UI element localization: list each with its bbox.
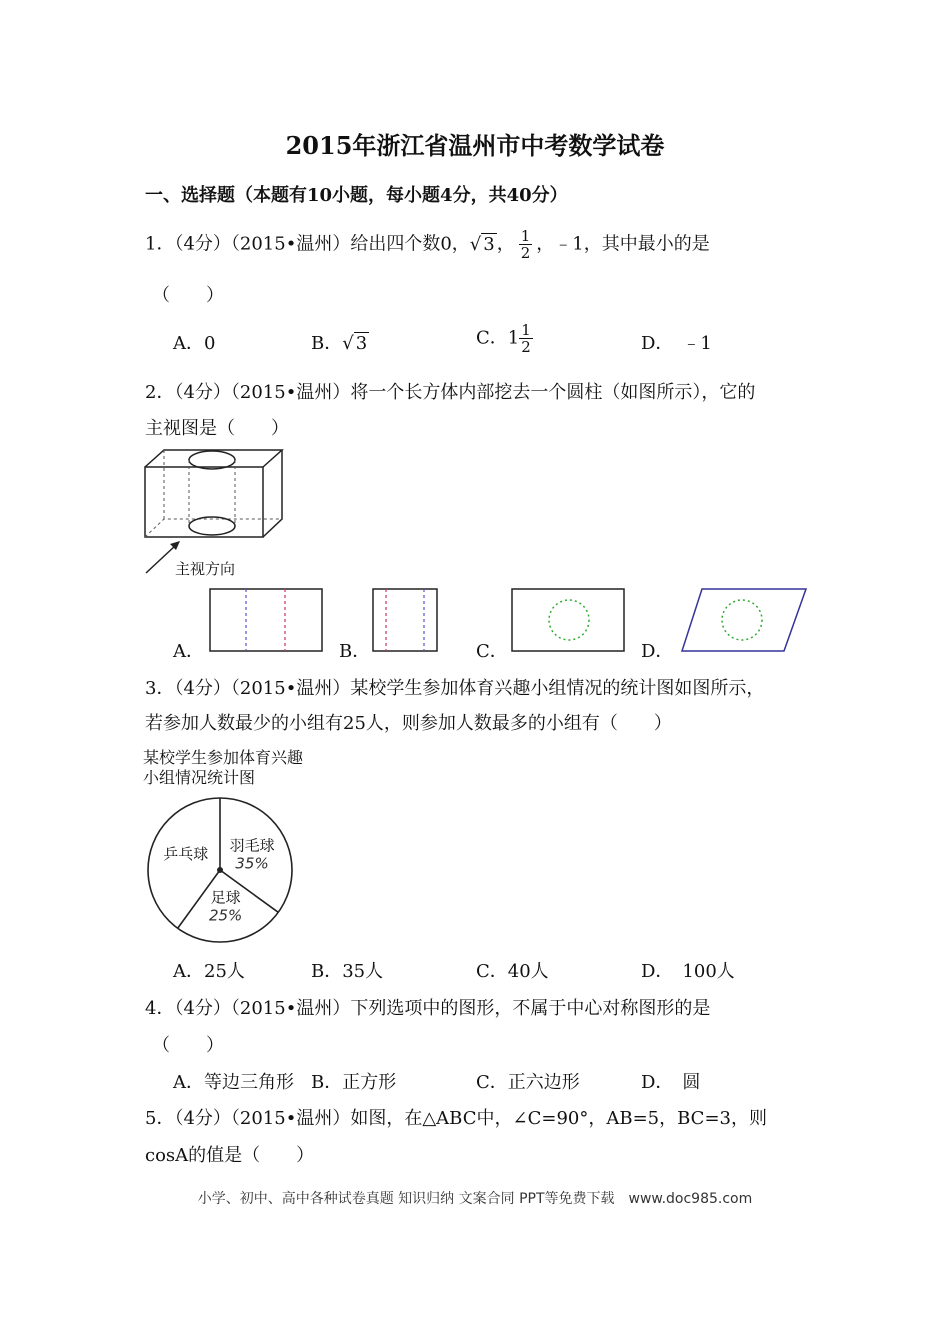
q2-option-c-figure xyxy=(507,585,632,655)
q5-line-1: 5．（4分）（2015•温州）如图，在△ABC中，∠C=90°，AB=5，BC=3，则 xyxy=(145,1108,767,1129)
q1-stem: 1．（4分）（2015•温州）给出四个数0，√ 3 ， $\frac{1}{2}$ ，﹣1，其中最小的是 xyxy=(145,227,710,262)
page-title: 2015年浙江省温州市中考数学试卷 xyxy=(285,131,665,160)
q1-fraction: $\frac{1}{2}$ xyxy=(520,227,531,262)
q2-line-2: 主视图是（ ） xyxy=(145,418,289,439)
q4-option-d: D． 圆 xyxy=(641,1072,701,1093)
direction-label: 主视方向 xyxy=(175,560,236,578)
q5-line-2: cosA的值是（ ） xyxy=(145,1145,315,1166)
pie-slice-percent: 35% xyxy=(235,854,269,873)
chart-title: 某校学生参加体育兴趣 小组情况统计图 xyxy=(143,748,304,787)
q2-option-b-figure xyxy=(368,585,443,655)
direction-arrow xyxy=(146,545,176,573)
q2-line-1: 2．（4分）（2015•温州）将一个长方体内部挖去一个圆柱（如图所示），它的 xyxy=(145,382,756,403)
pie-chart xyxy=(140,790,305,960)
q2-option-c: C． xyxy=(476,641,508,662)
q1-option-a: A．0 xyxy=(173,333,216,354)
q3-option-d: D． 100人 xyxy=(641,961,735,982)
q2-option-b: B． xyxy=(339,641,371,662)
pie-slice-name: 羽毛球 xyxy=(229,836,275,855)
q4-option-b: B．正方形 xyxy=(311,1072,397,1093)
q4-option-a: A．等边三角形 xyxy=(173,1072,294,1093)
q1-paren: （ ） xyxy=(152,285,224,306)
section-heading: 一、选择题（本题有10小题，每小题4分，共40分） xyxy=(145,185,568,206)
q1-option-d: D． ﹣1 xyxy=(641,333,712,354)
footer-ad: 小学、初中、高中各种试卷真题 知识归纳 文案合同 PPT等免费下载 www.doc985.com xyxy=(197,1191,753,1207)
q3-option-b: B．35人 xyxy=(311,961,384,982)
q1-option-b: B．√ 3 xyxy=(311,333,368,354)
q4-line-1: 4．（4分）（2015•温州）下列选项中的图形，不属于中心对称图形的是 xyxy=(145,998,711,1019)
pie-slice-percent: 25% xyxy=(208,906,243,925)
q3-option-c: C．40人 xyxy=(476,961,549,982)
q1-option-c: C．1 $\frac{1}{2}$ xyxy=(476,321,531,356)
pie-slice-name: 乒乓球 xyxy=(163,844,209,863)
q1-stem-a: 1．（4分）（2015•温州）给出四个数0， xyxy=(145,233,470,255)
q2-option-d: D． xyxy=(641,641,674,662)
pie-slice-name: 足球 xyxy=(210,888,241,907)
q4-option-c: C．正六边形 xyxy=(476,1072,580,1093)
q2-option-d-figure xyxy=(678,585,813,655)
pie-center-dot xyxy=(217,867,223,873)
q4-paren: （ ） xyxy=(152,1035,224,1056)
q3-line-2: 若参加人数最少的小组有25人，则参加人数最多的小组有（ ） xyxy=(145,713,672,734)
q3-option-a: A．25人 xyxy=(173,961,245,982)
q1-sqrt: √ 3 xyxy=(469,233,495,255)
q1-stem-b: ，﹣1，其中最小的是 xyxy=(536,233,710,255)
q2-option-a-figure xyxy=(205,585,330,655)
q3-line-1: 3．（4分）（2015•温州）某校学生参加体育兴趣小组情况的统计图如图所示， xyxy=(145,678,765,699)
q2-option-a: A． xyxy=(173,641,204,662)
